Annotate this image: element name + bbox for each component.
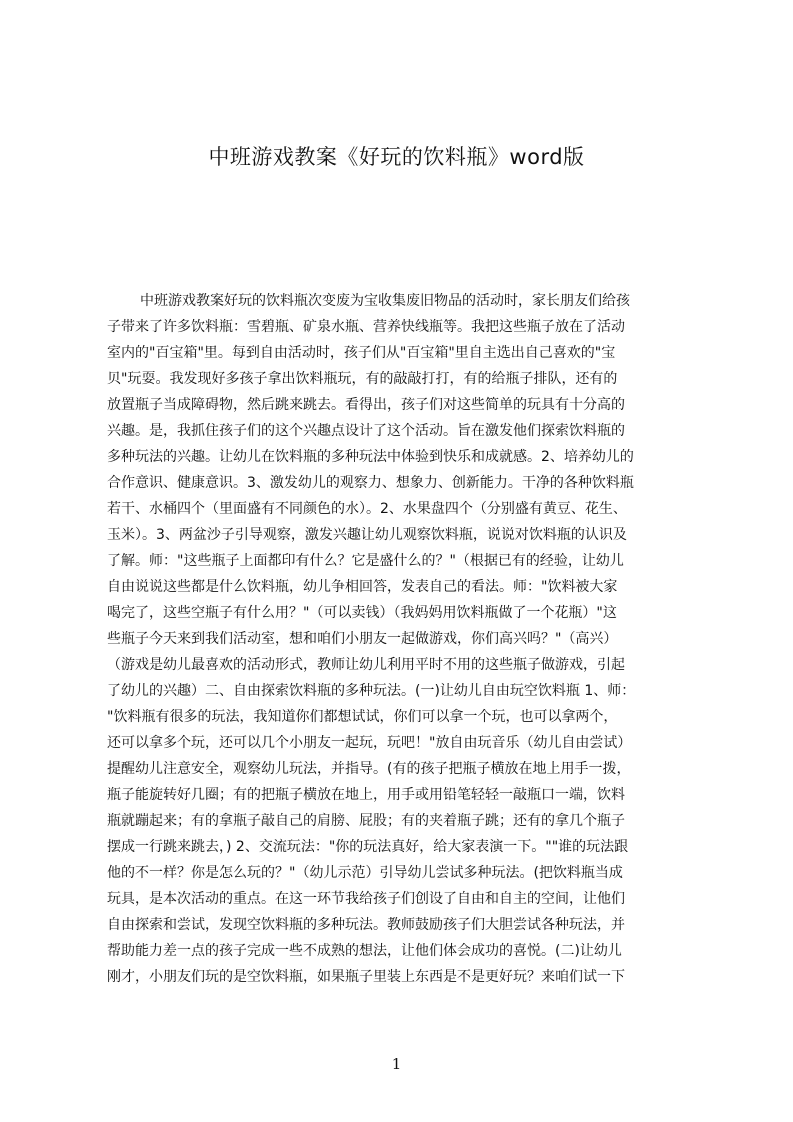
text-line: 喝完了，这些空瓶子有什么用？"（可以卖钱）（我妈妈用饮料瓶做了一个花瓶）"这: [107, 605, 617, 621]
text-line: "饮料瓶有很多的玩法，我知道你们都想试试，你们可以拿一个玩，也可以拿两个，: [107, 709, 618, 725]
page-number: 1: [391, 1055, 402, 1073]
text-line: 放置瓶子当成障碍物，然后跳来跳去。看得出，孩子们对这些简单的玩具有十分高的: [107, 397, 625, 413]
text-line: 自由探索和尝试，发现空饮料瓶的多种玩法。教师鼓励孩子们大胆尝试各种玩法，并: [107, 917, 625, 933]
text-line: 摆成一行跳来跳去，) 2、交流玩法："你的玩法真好，给大家表演一下。""谁的玩法跟: [107, 839, 629, 855]
text-line: 合作意识、健康意识。3、激发幼儿的观察力、想象力、创新能力。干净的各种饮料瓶: [107, 475, 634, 491]
text-line: 若干、水桶四个（里面盛有不同颜色的水）。2、水果盘四个（分别盛有黄豆、花生、: [107, 501, 627, 517]
text-line: 帮助能力差一点的孩子完成一些不成熟的想法，让他们体会成功的喜悦。(二)让幼儿: [107, 943, 622, 959]
text-line: 兴趣。是，我抓住孩子们的这个兴趣点设计了这个活动。旨在激发他们探索饮料瓶的: [107, 423, 625, 439]
text-line: 多种玩法的兴趣。让幼儿在饮料瓶的多种玩法中体验到快乐和成就感。2、培养幼儿的: [107, 449, 634, 465]
text-line: 子带来了许多饮料瓶：雪碧瓶、矿泉水瓶、营养快线瓶等。我把这些瓶子放在了活动: [107, 319, 625, 335]
body-text: [107, 288, 697, 1052]
text-line: 玉米）。3、两盆沙子引导观察，激发兴趣让幼儿观察饮料瓶，说说对饮料瓶的认识及: [107, 527, 627, 543]
text-line: 刚才，小朋友们玩的是空饮料瓶，如果瓶子里装上东西是不是更好玩？来咱们试一下: [107, 969, 625, 985]
text-line: （游戏是幼儿最喜欢的活动形式，教师让幼儿利用平时不用的这些瓶子做游戏，引起: [107, 657, 625, 673]
text-line: 玩具，是本次活动的重点。在这一环节我给孩子们创设了自由和自主的空间，让他们: [107, 891, 625, 907]
text-line: 还可以拿多个玩，还可以几个小朋友一起玩，玩吧！"放自由玩音乐（幼儿自由尝试）: [107, 735, 632, 751]
text-line: 了幼儿的兴趣）二、自由探索饮料瓶的多种玩法。(一)让幼儿自由玩空饮料瓶 1、师：: [107, 683, 636, 699]
text-line: 贝"玩耍。我发现好多孩子拿出饮料瓶玩，有的敲敲打打，有的给瓶子排队，还有的: [107, 371, 618, 387]
text-line: 了解。师："这些瓶子上面都印有什么？它是盛什么的？"（根据已有的经验，让幼儿: [107, 553, 624, 569]
text-line: 他的不一样？你是怎么玩的？"（幼儿示范）引导幼儿尝试多种玩法。(把饮料瓶当成: [107, 865, 623, 881]
document-title: 中班游戏教案《好玩的饮料瓶》word版: [208, 145, 585, 169]
text-line: 瓶就蹦起来；有的拿瓶子敲自己的肩膀、屁股；有的夹着瓶子跳；还有的拿几个瓶子: [107, 813, 625, 829]
text-line: 提醒幼儿注意安全，观察幼儿玩法，并指导。(有的孩子把瓶子横放在地上用手一拨，: [107, 761, 631, 777]
text-line: 自由说说这些都是什么饮料瓶，幼儿争相回答，发表自己的看法。师："饮料被大家: [107, 579, 618, 595]
text-line: 室内的"百宝箱"里。每到自由活动时，孩子们从"百宝箱"里自主选出自己喜欢的"宝: [107, 345, 616, 361]
text-line: 些瓶子今天来到我们活动室，想和咱们小朋友一起做游戏，你们高兴吗？"（高兴）: [107, 631, 618, 647]
text-line: 瓶子能旋转好几圈；有的把瓶子横放在地上，用手或用铅笔轻轻一敲瓶口一端，饮料: [107, 787, 625, 803]
text-line: 中班游戏教案好玩的饮料瓶次变废为宝收集废旧物品的活动时，家长朋友们给孩: [140, 293, 630, 309]
